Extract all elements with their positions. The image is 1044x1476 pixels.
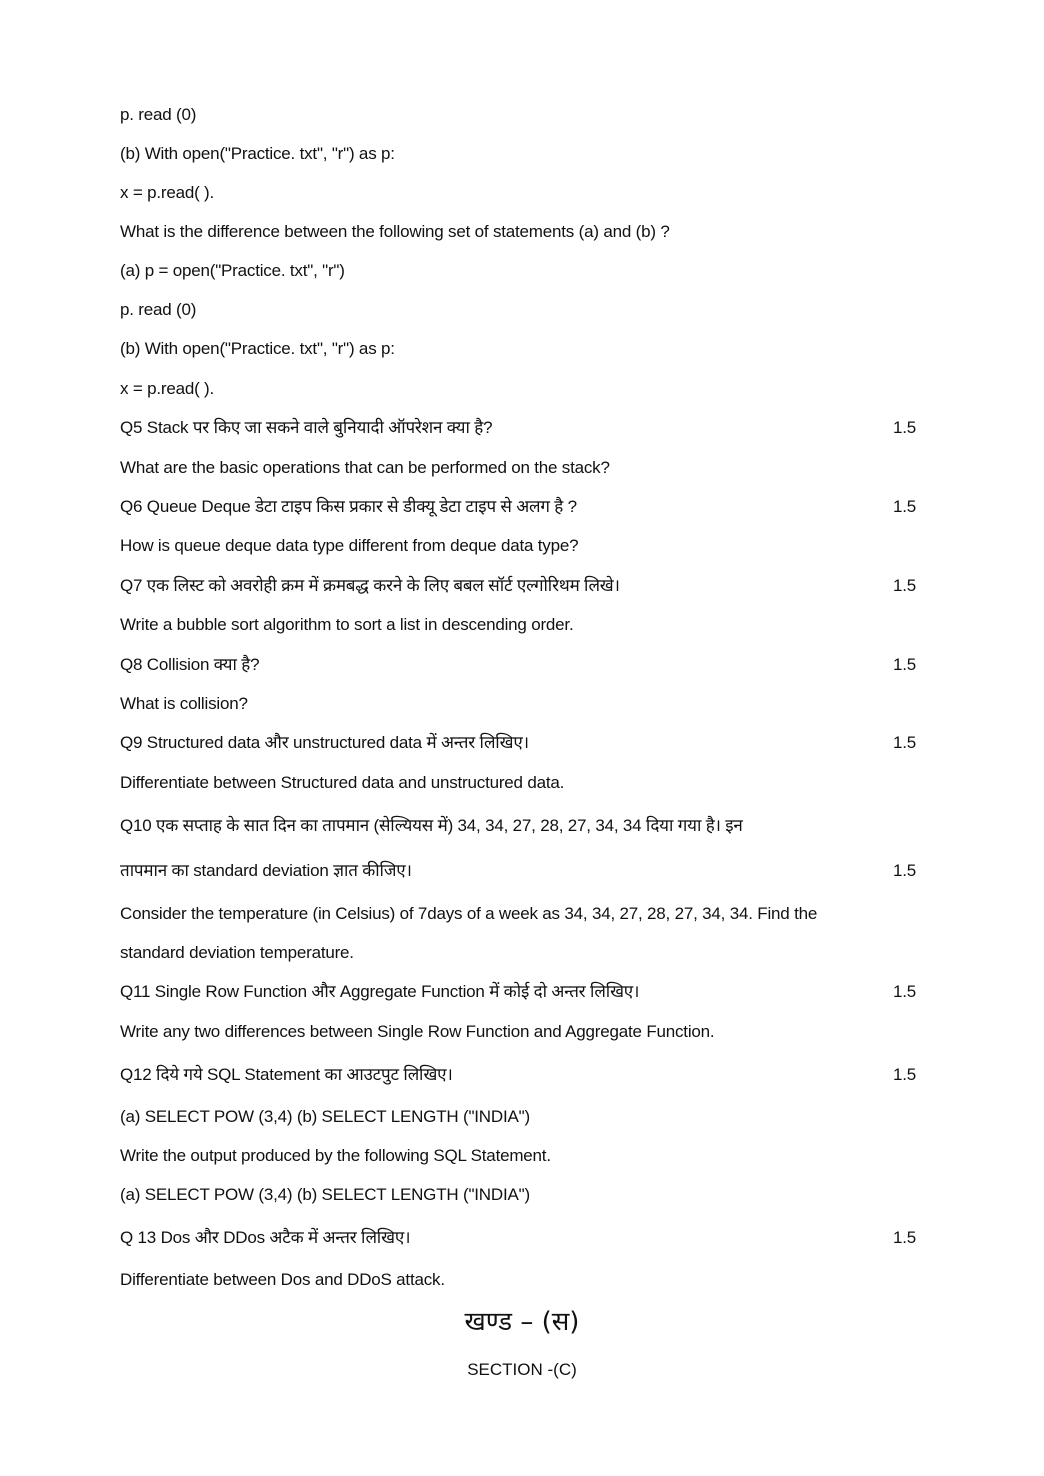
line-text: Differentiate between Dos and DDoS attack. [120, 1270, 445, 1289]
marks: 1.5 [892, 861, 916, 880]
text-line [120, 613, 936, 637]
marks: 1.5 [892, 733, 916, 752]
text-line [120, 902, 936, 926]
text-line [120, 1020, 936, 1044]
text-line [120, 1144, 936, 1168]
marks: 1.5 [892, 497, 916, 516]
text-line [120, 1105, 936, 1129]
line-text: p. read (0) [120, 300, 197, 319]
question-q10 [120, 814, 936, 838]
line-text: x = p.read( ). [120, 379, 215, 398]
text-line [120, 1268, 936, 1292]
text-line [120, 456, 936, 480]
text-line [120, 941, 936, 965]
text-line [120, 259, 936, 283]
section-heading-english: SECTION -(C) [467, 1360, 577, 1379]
line-text: (b) With open("Practice. txt", "r") as p: [120, 144, 395, 163]
text-line [120, 220, 936, 244]
marks: 1.5 [892, 1228, 916, 1247]
text-line [120, 1183, 936, 1207]
text-line [120, 337, 936, 361]
marks: 1.5 [892, 418, 916, 437]
line-text: (a) p = open("Practice. txt", "r") [120, 261, 345, 280]
question-text: Q7 एक लिस्ट को अवरोही क्रम में क्रमबद्ध करने के लिए बबल सॉर्ट एल्गोरिथम लिखे। [120, 576, 620, 595]
question-text: Q 13 Dos और DDos अटैक में अन्तर लिखिए। [120, 1228, 411, 1247]
line-text: (a) SELECT POW (3,4) (b) SELECT LENGTH ("INDIA") [120, 1107, 530, 1126]
question-q10-cont [120, 859, 936, 883]
line-text: (a) SELECT POW (3,4) (b) SELECT LENGTH ("INDIA") [120, 1185, 530, 1204]
text-line [120, 692, 936, 716]
line-text: What are the basic operations that can be performed on the stack? [120, 458, 610, 477]
question-text: तापमान का standard deviation ज्ञात कीजिए। [120, 861, 412, 880]
question-q8 [120, 653, 936, 677]
question-q11 [120, 980, 936, 1004]
marks: 1.5 [892, 982, 916, 1001]
question-q6 [120, 495, 936, 519]
text-line [120, 181, 936, 205]
text-line [120, 103, 936, 127]
question-q7 [120, 574, 936, 598]
question-text: Q10 एक सप्ताह के सात दिन का तापमान (सेल्यियस में) 34, 34, 27, 28, 27, 34, 34 दिया गया है। इन [120, 816, 743, 835]
question-q12 [120, 1063, 936, 1087]
line-text: standard deviation temperature. [120, 943, 354, 962]
question-text: Q11 Single Row Function और Aggregate Function में कोई दो अन्तर लिखिए। [120, 982, 640, 1001]
line-text: (b) With open("Practice. txt", "r") as p: [120, 339, 395, 358]
question-text: Q9 Structured data और unstructured data में अन्तर लिखिए। [120, 733, 529, 752]
line-text: Consider the temperature (in Celsius) of 7days of a week as 34, 34, 27, 28, 27, 34, 34. Find the [120, 904, 818, 923]
text-line [120, 534, 936, 558]
text-line [120, 142, 936, 166]
section-heading-hindi: खण्ड – (स) [464, 1307, 580, 1337]
line-text: Write a bubble sort algorithm to sort a list in descending order. [120, 615, 574, 634]
text-line [120, 298, 936, 322]
line-text: Write the output produced by the following SQL Statement. [120, 1146, 551, 1165]
line-text: Write any two differences between Single Row Function and Aggregate Function. [120, 1022, 715, 1041]
text-line [120, 377, 936, 401]
line-text: Differentiate between Structured data and unstructured data. [120, 773, 565, 792]
line-text: How is queue deque data type different from deque data type? [120, 536, 579, 555]
line-text: x = p.read( ). [120, 183, 215, 202]
question-q9 [120, 731, 936, 755]
text-line [120, 771, 936, 795]
marks: 1.5 [892, 576, 916, 595]
marks: 1.5 [892, 655, 916, 674]
line-text: p. read (0) [120, 105, 197, 124]
question-text: Q12 दिये गये SQL Statement का आउटपुट लिखिए। [120, 1065, 453, 1084]
question-q13 [120, 1226, 936, 1250]
question-text: Q8 Collision क्या है? [120, 655, 260, 674]
question-text: Q6 Queue Deque डेटा टाइप किस प्रकार से डीक्यू डेटा टाइप से अलग है ? [120, 497, 577, 516]
line-text: What is collision? [120, 694, 248, 713]
marks: 1.5 [892, 1065, 916, 1084]
question-text: Q5 Stack पर किए जा सकने वाले बुनियादी ऑपरेशन क्या है? [120, 418, 493, 437]
line-text: What is the difference between the following set of statements (a) and (b) ? [120, 222, 670, 241]
question-q5 [120, 416, 936, 440]
